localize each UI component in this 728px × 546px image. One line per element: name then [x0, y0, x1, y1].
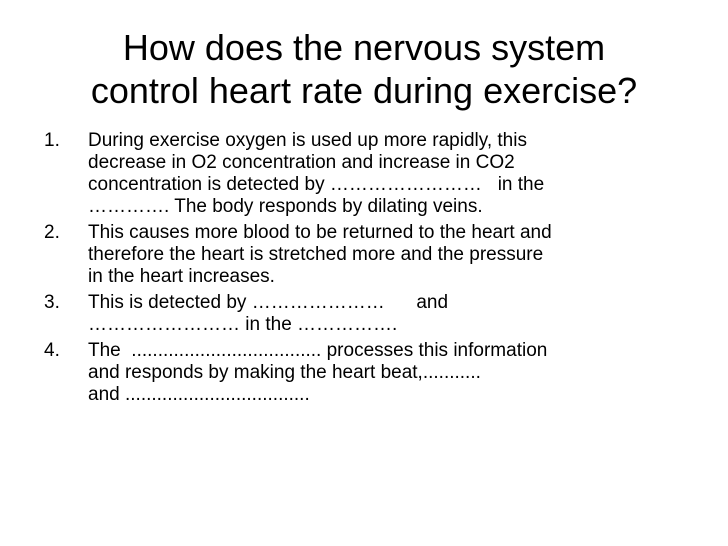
item-text-line: and responds by making the heart beat,........... — [88, 362, 481, 383]
list-item-3 — [44, 292, 704, 336]
item-number: 2. — [44, 222, 60, 243]
item-text-line: This is detected by ………………… and — [88, 292, 449, 313]
list-item-2 — [44, 222, 704, 288]
item-text-line: This causes more blood to be returned to the heart and — [88, 222, 552, 243]
item-text-line: During exercise oxygen is used up more rapidly, this — [88, 130, 527, 151]
slide-title — [20, 26, 708, 112]
title-line-2: control heart rate during exercise? — [90, 70, 638, 111]
item-text-line: …………. The body responds by dilating veins. — [88, 196, 483, 217]
item-number: 3. — [44, 292, 60, 313]
item-number: 4. — [44, 340, 60, 361]
item-text-line: …………………… in the ……………. — [88, 314, 398, 335]
item-number: 1. — [44, 130, 60, 151]
item-text-line: therefore the heart is stretched more and the pressure — [88, 244, 544, 265]
list-item-4 — [44, 340, 704, 406]
item-text-line: decrease in O2 concentration and increase in CO2 — [88, 152, 515, 173]
list-item-1 — [44, 130, 704, 218]
question-list — [44, 130, 704, 410]
item-text-line: The .................................... processes this information — [88, 340, 548, 361]
item-text-line: concentration is detected by …………………… in the — [88, 174, 545, 195]
item-text-line: in the heart increases. — [88, 266, 275, 287]
item-text-line: and ................................... — [88, 384, 310, 405]
title-line-1: How does the nervous system — [122, 27, 606, 68]
